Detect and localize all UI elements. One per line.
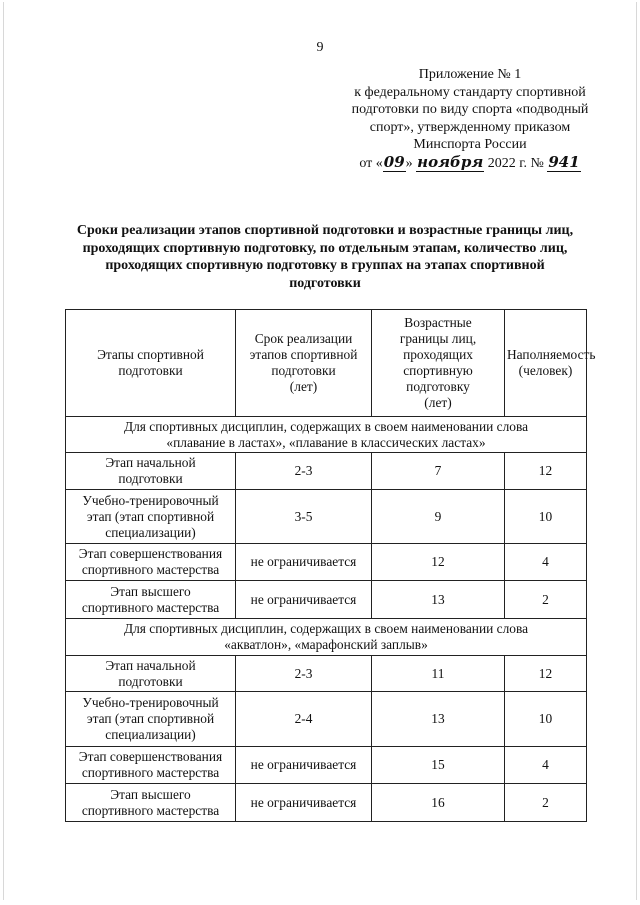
table-row [66, 544, 587, 581]
section-row [66, 619, 587, 656]
page-number: 9 [316, 40, 324, 55]
header-group-size: Наполняемость (человек) [505, 310, 587, 417]
order-number-handwritten: 941 [548, 152, 580, 171]
date-month-handwritten: ноября [417, 152, 484, 171]
date-quote-close: » [405, 155, 413, 171]
stage-cell: Этап совершенствования спортивного мастерства [66, 747, 236, 784]
age-cell: 12 [372, 544, 505, 581]
appendix-line: подготовки по виду спорта «подводный [351, 102, 589, 117]
appendix-line: к федеральному стандарту спортивной [354, 84, 586, 100]
age-cell: 15 [372, 747, 505, 784]
group-size-cell: 4 [505, 544, 587, 581]
title-line: подготовки [289, 275, 361, 291]
group-size-cell: 10 [505, 692, 587, 747]
table-row [66, 490, 587, 544]
appendix-line: Приложение № 1 [418, 67, 522, 82]
age-cell: 9 [372, 490, 505, 544]
stage-cell: Этап начальной подготовки [66, 453, 236, 490]
duration-cell: 2-3 [236, 656, 372, 692]
table-row [66, 453, 587, 490]
stage-cell: Этап высшего спортивного мастерства [66, 581, 236, 619]
title-line: Сроки реализации этапов спортивной подготовки и возрастные границы лиц, [76, 223, 574, 238]
date-prefix: от « [359, 155, 383, 171]
group-size-cell: 10 [505, 490, 587, 544]
table-row [66, 656, 587, 692]
group-size-cell: 4 [505, 747, 587, 784]
group-size-cell: 12 [505, 656, 587, 692]
header-duration: Срок реализации этапов спортивной подготовки (лет) [236, 310, 372, 417]
document-title [60, 222, 590, 292]
table-row [66, 581, 587, 619]
appendix-line: спорт», утвержденному приказом [369, 119, 571, 135]
group-size-cell: 2 [505, 784, 587, 822]
appendix-block [340, 66, 600, 172]
duration-cell: 2-4 [236, 692, 372, 747]
duration-cell: не ограничивается [236, 581, 372, 619]
header-stage: Этапы спортивной подготовки [66, 310, 236, 417]
section-title: Для спортивных дисциплин, содержащих в своем наименовании слова «плавание в ластах», «плавание в классических ластах» [66, 417, 587, 453]
age-cell: 11 [372, 656, 505, 692]
section-title: Для спортивных дисциплин, содержащих в своем наименовании слова «акватлон», «марафонский заплыв» [66, 619, 587, 656]
duration-cell: не ограничивается [236, 747, 372, 784]
age-cell: 13 [372, 692, 505, 747]
group-size-cell: 12 [505, 453, 587, 490]
age-cell: 13 [372, 581, 505, 619]
stage-cell: Этап совершенствования спортивного мастерства [66, 544, 236, 581]
appendix-line: Минспорта России [413, 137, 527, 152]
duration-cell: не ограничивается [236, 544, 372, 581]
table-header-row [66, 310, 587, 417]
title-line: проходящих спортивную подготовку в группах на этапах спортивной [105, 258, 545, 273]
stage-cell: Этап высшего спортивного мастерства [66, 784, 236, 822]
table-row [66, 692, 587, 747]
date-year: 2022 г. № [487, 155, 544, 171]
date-day-handwritten: 09 [383, 152, 405, 171]
section-row [66, 417, 587, 453]
stages-table [65, 309, 596, 822]
title-line: проходящих спортивную подготовку, по отдельным этапам, количество лиц, [82, 240, 568, 256]
duration-cell: 3-5 [236, 490, 372, 544]
order-date-line [340, 154, 600, 173]
age-cell: 16 [372, 784, 505, 822]
stage-cell: Учебно-тренировочный этап (этап спортивной специализации) [66, 490, 236, 544]
header-age: Возрастные границы лиц, проходящих спортивную подготовку (лет) [372, 310, 505, 417]
table-row [66, 747, 587, 784]
table-row [66, 784, 587, 822]
stage-cell: Учебно-тренировочный этап (этап спортивной специализации) [66, 692, 236, 747]
stage-cell: Этап начальной подготовки [66, 656, 236, 692]
age-cell: 7 [372, 453, 505, 490]
group-size-cell: 2 [505, 581, 587, 619]
duration-cell: 2-3 [236, 453, 372, 490]
duration-cell: не ограничивается [236, 784, 372, 822]
